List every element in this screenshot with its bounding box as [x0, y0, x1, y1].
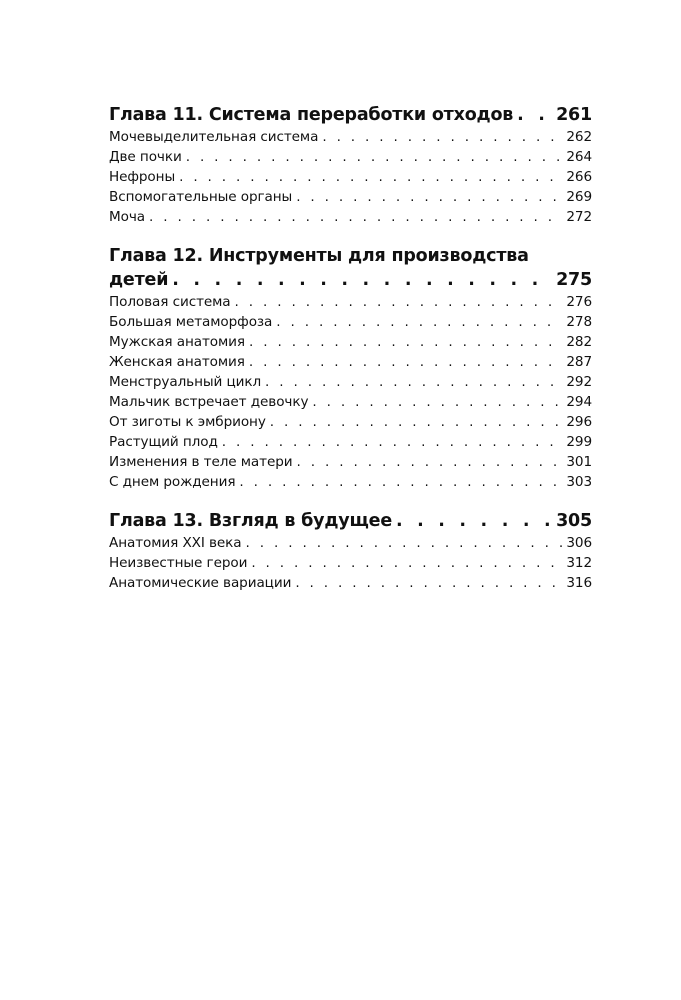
- leader-dots: [249, 332, 562, 352]
- chapter-entries: [109, 533, 592, 593]
- toc-entry[interactable]: [109, 187, 592, 207]
- leader-dots: [249, 352, 562, 372]
- entry-title: Мужская анатомия: [109, 334, 245, 350]
- entry-title: Две почки: [109, 149, 182, 165]
- toc-entry[interactable]: [109, 553, 592, 573]
- entry-title: Женская анатомия: [109, 354, 245, 370]
- leader-dots: [235, 292, 563, 312]
- toc-entry[interactable]: [109, 472, 592, 492]
- entry-page-number: 301: [566, 454, 592, 470]
- entry-page-number: 276: [566, 294, 592, 310]
- toc-entry[interactable]: [109, 207, 592, 227]
- leader-dots: [396, 509, 552, 533]
- entry-page-number: 269: [566, 189, 592, 205]
- toc-entry[interactable]: [109, 352, 592, 372]
- entry-title: Менструальный цикл: [109, 374, 262, 390]
- table-of-contents: [109, 103, 592, 610]
- toc-entry[interactable]: [109, 573, 592, 593]
- entry-title: Изменения в теле матери: [109, 454, 293, 470]
- entry-page-number: 303: [566, 474, 592, 490]
- toc-entry[interactable]: [109, 292, 592, 312]
- leader-dots: [179, 167, 562, 187]
- entry-page-number: 312: [566, 555, 592, 571]
- chapter-entries: [109, 127, 592, 227]
- leader-dots: [239, 472, 562, 492]
- toc-entry[interactable]: [109, 167, 592, 187]
- chapter-title: Глава 11. Система переработки отходов: [109, 105, 514, 125]
- leader-dots: [246, 533, 563, 553]
- chapter-page-number: 261: [556, 105, 592, 125]
- entry-page-number: 262: [566, 129, 592, 145]
- entry-title: Моча: [109, 209, 146, 225]
- chapter-13: [109, 509, 592, 593]
- chapter-heading[interactable]: [109, 244, 592, 292]
- entry-title: Нефроны: [109, 169, 176, 185]
- chapter-11: [109, 103, 592, 227]
- toc-entry[interactable]: [109, 392, 592, 412]
- chapter-title: детей: [109, 270, 169, 290]
- toc-entry[interactable]: [109, 412, 592, 432]
- toc-entry[interactable]: [109, 312, 592, 332]
- leader-dots: [276, 312, 562, 332]
- entry-page-number: 272: [566, 209, 592, 225]
- toc-entry[interactable]: [109, 533, 592, 553]
- toc-entry[interactable]: [109, 432, 592, 452]
- entry-title: Большая метаморфоза: [109, 314, 273, 330]
- chapter-page-number: 275: [556, 270, 592, 290]
- entry-title: Анатомия XXI века: [109, 535, 242, 551]
- leader-dots: [297, 452, 563, 472]
- entry-page-number: 306: [566, 535, 592, 551]
- chapter-12: [109, 244, 592, 492]
- entry-page-number: 278: [566, 314, 592, 330]
- toc-entry[interactable]: [109, 127, 592, 147]
- chapter-page-number: 305: [556, 511, 592, 531]
- entry-page-number: 294: [566, 394, 592, 410]
- entry-title: Мочевыделительная система: [109, 129, 319, 145]
- leader-dots: [517, 103, 552, 127]
- toc-entry[interactable]: [109, 452, 592, 472]
- entry-title: С днем рождения: [109, 474, 236, 490]
- entry-page-number: 316: [566, 575, 592, 591]
- entry-page-number: 292: [566, 374, 592, 390]
- chapter-heading[interactable]: [109, 509, 592, 533]
- chapter-heading-line2: [109, 268, 592, 292]
- leader-dots: [295, 573, 562, 593]
- leader-dots: [270, 412, 563, 432]
- leader-dots: [251, 553, 562, 573]
- chapter-heading[interactable]: [109, 103, 592, 127]
- chapter-title: Глава 13. Взгляд в будущее: [109, 511, 392, 531]
- toc-entry[interactable]: [109, 147, 592, 167]
- leader-dots: [172, 268, 552, 292]
- entry-title: Мальчик встречает девочку: [109, 394, 309, 410]
- entry-page-number: 266: [566, 169, 592, 185]
- entry-page-number: 264: [566, 149, 592, 165]
- entry-title: Неизвестные герои: [109, 555, 248, 571]
- entry-title: Растущий плод: [109, 434, 218, 450]
- entry-page-number: 299: [566, 434, 592, 450]
- entry-page-number: 296: [566, 414, 592, 430]
- toc-entry[interactable]: [109, 372, 592, 392]
- entry-page-number: 282: [566, 334, 592, 350]
- entry-title: От зиготы к эмбриону: [109, 414, 266, 430]
- leader-dots: [265, 372, 562, 392]
- leader-dots: [312, 392, 562, 412]
- leader-dots: [186, 147, 563, 167]
- toc-entry[interactable]: [109, 332, 592, 352]
- entry-title: Вспомогательные органы: [109, 189, 293, 205]
- entry-title: Анатомические вариации: [109, 575, 292, 591]
- leader-dots: [149, 207, 562, 227]
- chapter-title-line1: Глава 12. Инструменты для производства: [109, 246, 529, 266]
- chapter-entries: [109, 292, 592, 492]
- entry-page-number: 287: [566, 354, 592, 370]
- leader-dots: [296, 187, 562, 207]
- entry-title: Половая система: [109, 294, 231, 310]
- leader-dots: [322, 127, 562, 147]
- leader-dots: [222, 432, 563, 452]
